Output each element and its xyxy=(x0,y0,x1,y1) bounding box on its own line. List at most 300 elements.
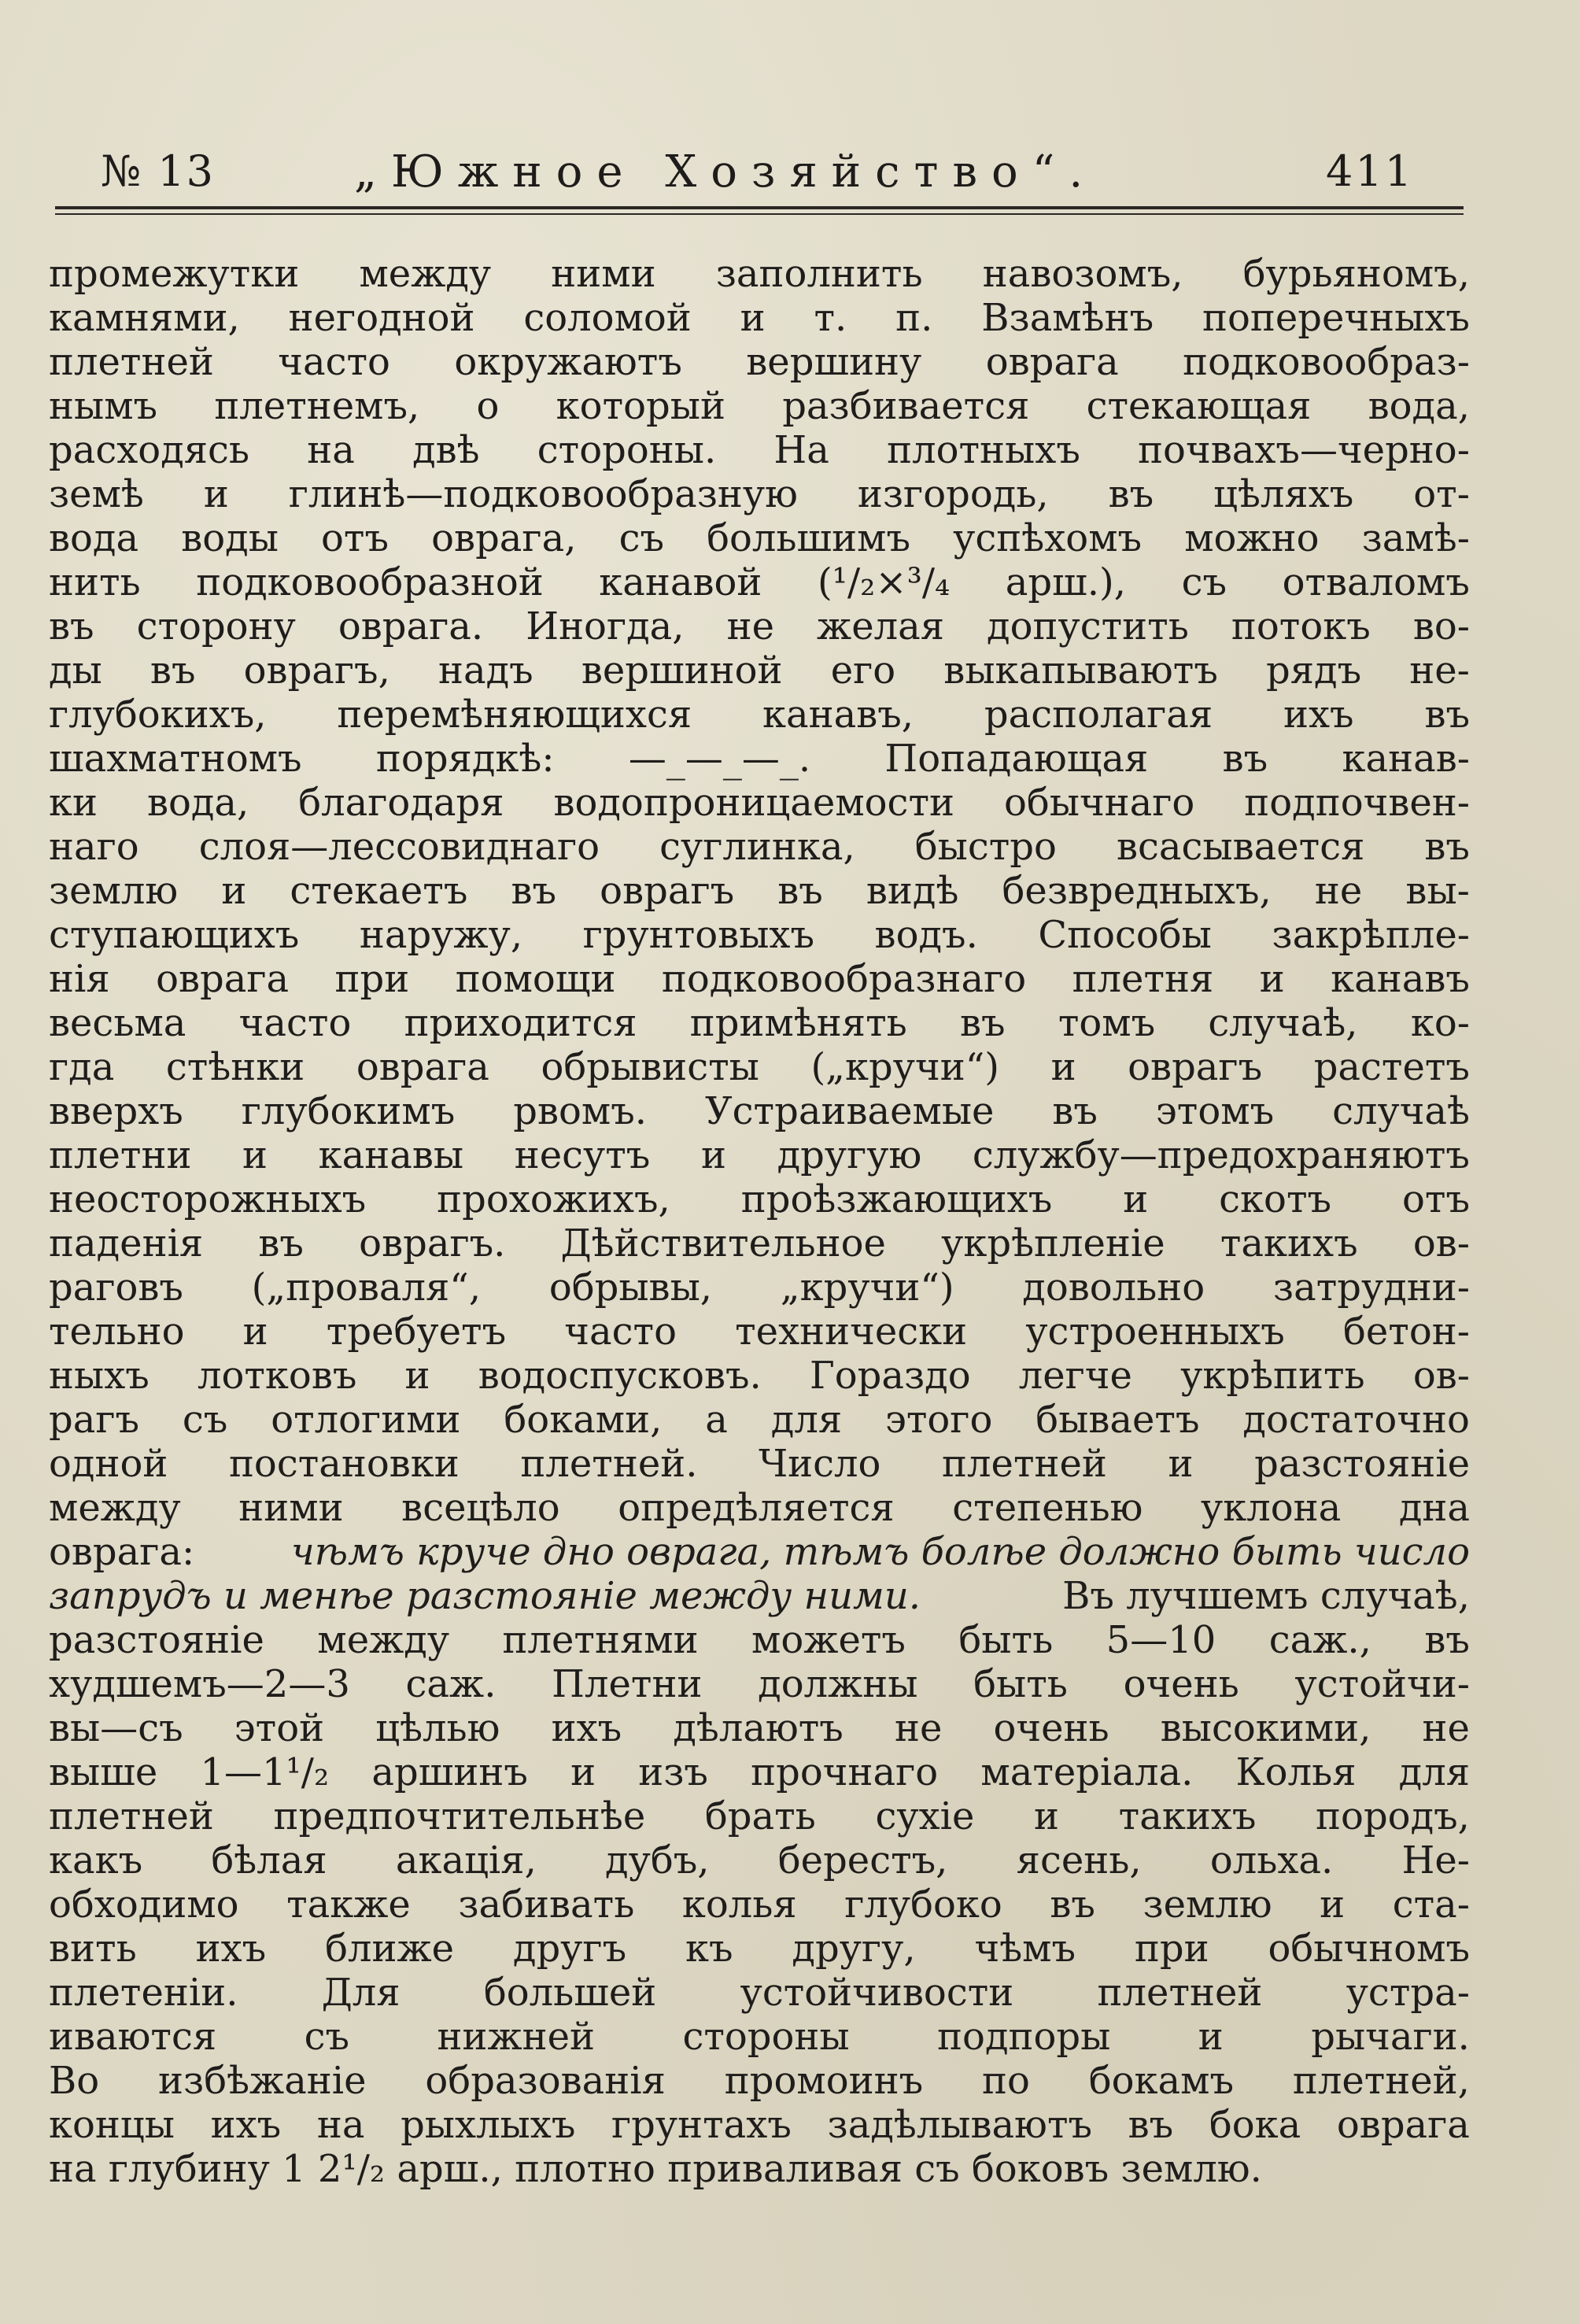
text-line xyxy=(49,1177,1470,1221)
word: („проваля“, xyxy=(251,1265,482,1310)
word: изъ xyxy=(638,1750,708,1794)
text-line xyxy=(49,472,1470,516)
word: съ xyxy=(304,2015,350,2059)
word: боками, xyxy=(504,1398,663,1442)
word: сухіе xyxy=(875,1794,975,1838)
word: прохожихъ, xyxy=(437,1177,670,1221)
word: оврага, xyxy=(431,516,577,560)
word: плетней, xyxy=(1292,2059,1470,2103)
word: тельно xyxy=(49,1310,185,1354)
word: саж., xyxy=(1268,1618,1371,1662)
word: между xyxy=(49,1486,181,1530)
word: бываетъ xyxy=(1035,1398,1200,1442)
word: оврагъ, xyxy=(243,648,390,693)
text-line xyxy=(49,1882,1470,1927)
word: ихъ xyxy=(195,1927,267,1971)
word: нія xyxy=(49,957,110,1001)
word: промоинъ xyxy=(724,2059,924,2103)
word: обходимо xyxy=(49,1882,239,1927)
word: съ xyxy=(182,1398,228,1442)
word: въ xyxy=(258,1221,304,1265)
word: уклона xyxy=(1201,1486,1342,1530)
word: земѣ xyxy=(49,472,144,516)
word: должны xyxy=(758,1662,918,1706)
word: выше xyxy=(49,1750,158,1794)
word: можетъ xyxy=(751,1618,906,1662)
word: другу, xyxy=(792,1927,916,1971)
text-line xyxy=(49,1398,1470,1442)
word: для xyxy=(770,1398,843,1442)
word: стороны. xyxy=(537,428,717,472)
word: вершину xyxy=(746,340,922,384)
word: постановки xyxy=(228,1442,460,1486)
word: оврага xyxy=(356,1045,489,1089)
word: въ xyxy=(1050,1882,1095,1927)
text-line xyxy=(49,825,1470,869)
word: случаѣ, xyxy=(1208,1001,1358,1045)
word: плетеніи. xyxy=(49,1971,238,2015)
word: водъ. xyxy=(874,913,978,957)
word: прочнаго xyxy=(751,1750,939,1794)
word: плетней. xyxy=(520,1442,698,1486)
word: отъ xyxy=(321,516,389,560)
word: паденія xyxy=(49,1221,204,1265)
word: Колья xyxy=(1235,1750,1357,1794)
word: землю xyxy=(49,869,179,913)
word: и xyxy=(740,296,766,340)
word: томъ xyxy=(1058,1001,1156,1045)
word: весьма xyxy=(49,1001,186,1045)
word: подпочвен- xyxy=(1244,781,1470,825)
text-line xyxy=(49,1618,1470,1662)
word: и xyxy=(404,1354,430,1398)
issue-number: № 13 xyxy=(101,146,215,196)
word: Число xyxy=(759,1442,881,1486)
word: цѣлью xyxy=(375,1706,500,1750)
word: на xyxy=(316,2103,365,2147)
word: не- xyxy=(1409,648,1470,693)
word: ды xyxy=(49,648,102,693)
word: арш.), xyxy=(1005,560,1127,604)
word: этомъ xyxy=(1155,1089,1275,1133)
word: 1—1¹/₂ xyxy=(200,1750,330,1794)
word: и xyxy=(242,1310,268,1354)
word: бѣлая xyxy=(211,1838,327,1882)
word: колья xyxy=(681,1882,797,1927)
word: и xyxy=(1034,1794,1060,1838)
word: вода, xyxy=(146,781,249,825)
word: въ xyxy=(1424,825,1470,869)
word: глубокихъ, xyxy=(49,693,267,737)
word: канавъ xyxy=(1331,957,1470,1001)
word: благодаря xyxy=(298,781,504,825)
word: разстояніе xyxy=(49,1618,264,1662)
word: въ xyxy=(1424,1618,1470,1662)
word: приходится xyxy=(404,1001,637,1045)
word: большимъ xyxy=(707,516,911,560)
word: оврагъ xyxy=(600,869,735,913)
word: плетней xyxy=(49,340,214,384)
text-line xyxy=(49,1354,1470,1398)
word: канавъ, xyxy=(762,693,914,737)
text-line xyxy=(49,1927,1470,1971)
word: быть xyxy=(958,1618,1054,1662)
word: рядъ xyxy=(1266,648,1362,693)
word: ки xyxy=(49,781,98,825)
text-line xyxy=(49,781,1470,825)
text-line xyxy=(49,648,1470,693)
word: надъ xyxy=(438,648,533,693)
word: саж. xyxy=(405,1662,497,1706)
word: Взамѣнъ xyxy=(981,296,1154,340)
word: высокими, xyxy=(1160,1706,1371,1750)
word: перемѣняющихся xyxy=(337,693,692,737)
word: дубъ, xyxy=(605,1838,710,1882)
word: при xyxy=(1134,1927,1209,1971)
article-body xyxy=(49,252,1470,2191)
word: довольно xyxy=(1022,1265,1205,1310)
word: оврагъ xyxy=(1128,1045,1263,1089)
word: достаточно xyxy=(1242,1398,1470,1442)
word: въ xyxy=(1424,693,1470,737)
word: бурьяномъ, xyxy=(1242,252,1470,296)
word: часто xyxy=(564,1310,677,1354)
word: расходясь xyxy=(49,428,250,472)
word: ближе xyxy=(325,1927,455,1971)
word: порядкѣ: xyxy=(375,737,555,781)
word: изгородь, xyxy=(857,472,1049,516)
journal-title: „Южное Хозяйство“. xyxy=(354,146,1098,198)
word: большей xyxy=(483,1971,657,2015)
word: 5—10 xyxy=(1106,1618,1216,1662)
word: и xyxy=(203,472,229,516)
word: вы—съ xyxy=(49,1706,183,1750)
text-block-2 xyxy=(49,1618,1470,2147)
word: оврагъ. xyxy=(359,1221,506,1265)
word: отъ xyxy=(1402,1177,1470,1221)
word: нижней xyxy=(437,2015,595,2059)
word: и xyxy=(1198,2015,1224,2059)
word: гда xyxy=(49,1045,115,1089)
word: также xyxy=(286,1882,411,1927)
word: въ xyxy=(150,648,196,693)
word: подпоры xyxy=(937,2015,1111,2059)
word: рвомъ. xyxy=(513,1089,648,1133)
word: —_—_—_. xyxy=(628,737,811,781)
word: службу—предохраняютъ xyxy=(972,1133,1470,1177)
word: п. xyxy=(895,296,933,340)
word: и xyxy=(1123,1177,1149,1221)
word: землю xyxy=(1143,1882,1272,1927)
word: примѣнять xyxy=(689,1001,907,1045)
word: оврага xyxy=(1336,2103,1470,2147)
word: цѣляхъ xyxy=(1213,472,1354,516)
word: между xyxy=(359,252,492,296)
text-line-mixed-1 xyxy=(49,1530,1470,1574)
word: ныхъ xyxy=(49,1354,150,1398)
word: несутъ xyxy=(514,1133,651,1177)
word: можно xyxy=(1184,516,1320,560)
text-line xyxy=(49,1838,1470,1882)
text-line xyxy=(49,340,1470,384)
word: подковообраз- xyxy=(1183,340,1470,384)
word: вверхъ xyxy=(49,1089,183,1133)
word: ольха. xyxy=(1209,1838,1334,1882)
word: оврага. xyxy=(338,604,484,648)
text-line xyxy=(49,1486,1470,1530)
word: негодной xyxy=(288,296,475,340)
text-line xyxy=(49,1794,1470,1838)
word: другъ xyxy=(512,1927,627,1971)
word: стороны xyxy=(682,2015,850,2059)
word: сторону xyxy=(136,604,296,648)
word: плетнемъ, xyxy=(214,384,420,428)
header-rule-thick xyxy=(55,206,1464,209)
word: всецѣло xyxy=(401,1486,560,1530)
text-line xyxy=(49,737,1470,781)
word: вода xyxy=(49,516,139,560)
running-header xyxy=(55,142,1464,212)
word: устроенныхъ xyxy=(1025,1310,1285,1354)
word: наго xyxy=(49,825,139,869)
text-line xyxy=(49,2015,1470,2059)
text-line xyxy=(49,957,1470,1001)
text-line xyxy=(49,1971,1470,2015)
word: потокъ xyxy=(1231,604,1371,648)
word: такихъ xyxy=(1220,1221,1358,1265)
word: чѣмъ xyxy=(974,1927,1076,1971)
word: концы xyxy=(49,2103,175,2147)
word: от- xyxy=(1413,472,1470,516)
word: подковообразной xyxy=(196,560,544,604)
word: легче xyxy=(1018,1354,1132,1398)
text-line xyxy=(49,1133,1470,1177)
text-line xyxy=(49,296,1470,340)
word: На xyxy=(773,428,829,472)
word: ихъ xyxy=(210,2103,282,2147)
word: лотковъ xyxy=(197,1354,357,1398)
word: и xyxy=(570,1750,596,1794)
word: „кручи“) xyxy=(780,1265,954,1310)
word: раговъ xyxy=(49,1265,183,1310)
word: забивать xyxy=(458,1882,635,1927)
word: къ xyxy=(685,1927,733,1971)
word: предпочтительнѣе xyxy=(273,1794,646,1838)
word: Плетни xyxy=(552,1662,703,1706)
word: оврага xyxy=(156,957,290,1001)
word: ов- xyxy=(1412,1221,1470,1265)
word: въ xyxy=(1052,1089,1098,1133)
word: при xyxy=(334,957,410,1001)
word: брать xyxy=(704,1794,816,1838)
word: Иногда, xyxy=(526,604,685,648)
word: располагая xyxy=(984,693,1213,737)
word: окружаютъ xyxy=(454,340,682,384)
text-line xyxy=(49,1265,1470,1310)
word: видѣ xyxy=(866,869,959,913)
text-line xyxy=(49,869,1470,913)
word: ясень, xyxy=(1016,1838,1142,1882)
word: устра- xyxy=(1346,1971,1470,2015)
word: плотныхъ xyxy=(887,428,1080,472)
word: бетон- xyxy=(1342,1310,1470,1354)
page-number: 411 xyxy=(1326,146,1415,196)
word: избѣжаніе xyxy=(158,2059,367,2103)
word: рычаги. xyxy=(1311,2015,1470,2059)
word: Во xyxy=(49,2059,100,2103)
word: худшемъ—2—3 xyxy=(49,1662,350,1706)
word: растетъ xyxy=(1313,1045,1470,1089)
word: степенью xyxy=(952,1486,1143,1530)
word: съ xyxy=(1181,560,1227,604)
word: иваются xyxy=(49,2015,217,2059)
word: образованія xyxy=(425,2059,666,2103)
word: технически xyxy=(735,1310,968,1354)
text-line xyxy=(49,1706,1470,1750)
header-rule-thin xyxy=(55,213,1464,215)
word: (¹/₂×³/₄ xyxy=(817,560,951,604)
word: стѣнки xyxy=(165,1045,305,1089)
word: ними xyxy=(551,252,656,296)
word: въ xyxy=(1128,2103,1174,2147)
word: грунтахъ xyxy=(611,2103,792,2147)
word: разстояніе xyxy=(1254,1442,1470,1486)
text-line-last xyxy=(49,2147,1470,2191)
word: Не- xyxy=(1401,1838,1470,1882)
text-line xyxy=(49,252,1470,296)
word: между xyxy=(317,1618,450,1662)
word: канавы xyxy=(318,1133,464,1177)
word: не xyxy=(1314,869,1363,913)
word: Дѣйствительное xyxy=(560,1221,886,1265)
text-line xyxy=(49,1001,1470,1045)
word: на xyxy=(307,428,355,472)
text-line xyxy=(49,1662,1470,1706)
word: съ xyxy=(618,516,664,560)
word: и xyxy=(221,869,247,913)
word: не xyxy=(726,604,774,648)
word: рагъ xyxy=(49,1398,140,1442)
word: воды xyxy=(181,516,279,560)
word: суглинка, xyxy=(659,825,855,869)
word: Устраиваемые xyxy=(704,1089,995,1133)
text-block-1 xyxy=(49,252,1470,1530)
word: очень xyxy=(993,1706,1109,1750)
word: канавой xyxy=(599,560,762,604)
word: закрѣпле- xyxy=(1272,913,1470,957)
text-segment: на глубину 1 2¹/₂ арш., плотно приваливая съ боковъ землю. xyxy=(49,2147,1262,2191)
text-line xyxy=(49,2059,1470,2103)
word: ко- xyxy=(1410,1001,1470,1045)
word: выкапываютъ xyxy=(943,648,1218,693)
word: отваломъ xyxy=(1282,560,1470,604)
word: бока xyxy=(1209,2103,1301,2147)
word: допустить xyxy=(987,604,1189,648)
word: т. xyxy=(814,296,847,340)
word: другую xyxy=(777,1133,922,1177)
word: дѣлаютъ xyxy=(673,1706,844,1750)
text-line xyxy=(49,913,1470,957)
word: („кручи“) xyxy=(810,1045,999,1089)
text-line xyxy=(49,1310,1470,1354)
word: во- xyxy=(1412,604,1470,648)
word: и xyxy=(1168,1442,1194,1486)
word: который xyxy=(556,384,725,428)
word: грунтовыхъ xyxy=(582,913,815,957)
italic-segment: чѣмъ круче дно оврага, тѣмъ болѣе должно быть число xyxy=(290,1530,1470,1574)
word: ними xyxy=(238,1486,344,1530)
word: Гораздо xyxy=(809,1354,971,1398)
word: рыхлыхъ xyxy=(401,2103,576,2147)
word: промежутки xyxy=(49,252,300,296)
word: канав- xyxy=(1342,737,1470,781)
word: укрѣпленіе xyxy=(941,1221,1165,1265)
word: ов- xyxy=(1412,1354,1470,1398)
word: берестъ, xyxy=(777,1838,948,1882)
word: для xyxy=(1398,1750,1470,1794)
word: не xyxy=(894,1706,943,1750)
italic-segment: запрудъ и менѣе разстояніе между ними. xyxy=(49,1574,921,1618)
word: глубокимъ xyxy=(241,1089,456,1133)
word: въ xyxy=(777,869,823,913)
word: заполнить xyxy=(715,252,923,296)
text-segment: оврага: xyxy=(49,1530,195,1574)
word: какъ xyxy=(49,1838,143,1882)
word: отлогими xyxy=(271,1398,461,1442)
word: его xyxy=(830,648,896,693)
word: желая xyxy=(817,604,944,648)
word: и xyxy=(700,1133,726,1177)
word: аршинъ xyxy=(371,1750,528,1794)
word: Попадающая xyxy=(884,737,1149,781)
word: быстро xyxy=(914,825,1057,869)
word: плетнями xyxy=(502,1618,699,1662)
text-line xyxy=(49,604,1470,648)
word: почвахъ—черно- xyxy=(1138,428,1470,472)
word: Для xyxy=(321,1971,401,2015)
word: плетни xyxy=(49,1133,192,1177)
word: вершиной xyxy=(581,648,783,693)
word: этой xyxy=(234,1706,325,1750)
word: оврага xyxy=(985,340,1119,384)
word: одной xyxy=(49,1442,168,1486)
text-line xyxy=(49,693,1470,737)
word: бокамъ xyxy=(1088,2059,1234,2103)
word: о xyxy=(476,384,500,428)
word: помощи xyxy=(455,957,616,1001)
word: этого xyxy=(884,1398,993,1442)
word: стекающая xyxy=(1086,384,1312,428)
word: и xyxy=(242,1133,268,1177)
word: шахматномъ xyxy=(49,737,302,781)
word: матеріала. xyxy=(980,1750,1194,1794)
word: породъ, xyxy=(1316,1794,1470,1838)
word: глубоко xyxy=(844,1882,1002,1927)
word: неосторожныхъ xyxy=(49,1177,367,1221)
word: дна xyxy=(1398,1486,1470,1530)
word: поперечныхъ xyxy=(1202,296,1470,340)
word: ста- xyxy=(1392,1882,1470,1927)
text-line xyxy=(49,1442,1470,1486)
word: ихъ xyxy=(551,1706,622,1750)
text-line xyxy=(49,560,1470,604)
word: вить xyxy=(49,1927,137,1971)
word: соломой xyxy=(523,296,692,340)
word: скотъ xyxy=(1219,1177,1332,1221)
word: ступающихъ xyxy=(49,913,300,957)
text-line xyxy=(49,428,1470,472)
word: устойчи- xyxy=(1294,1662,1470,1706)
